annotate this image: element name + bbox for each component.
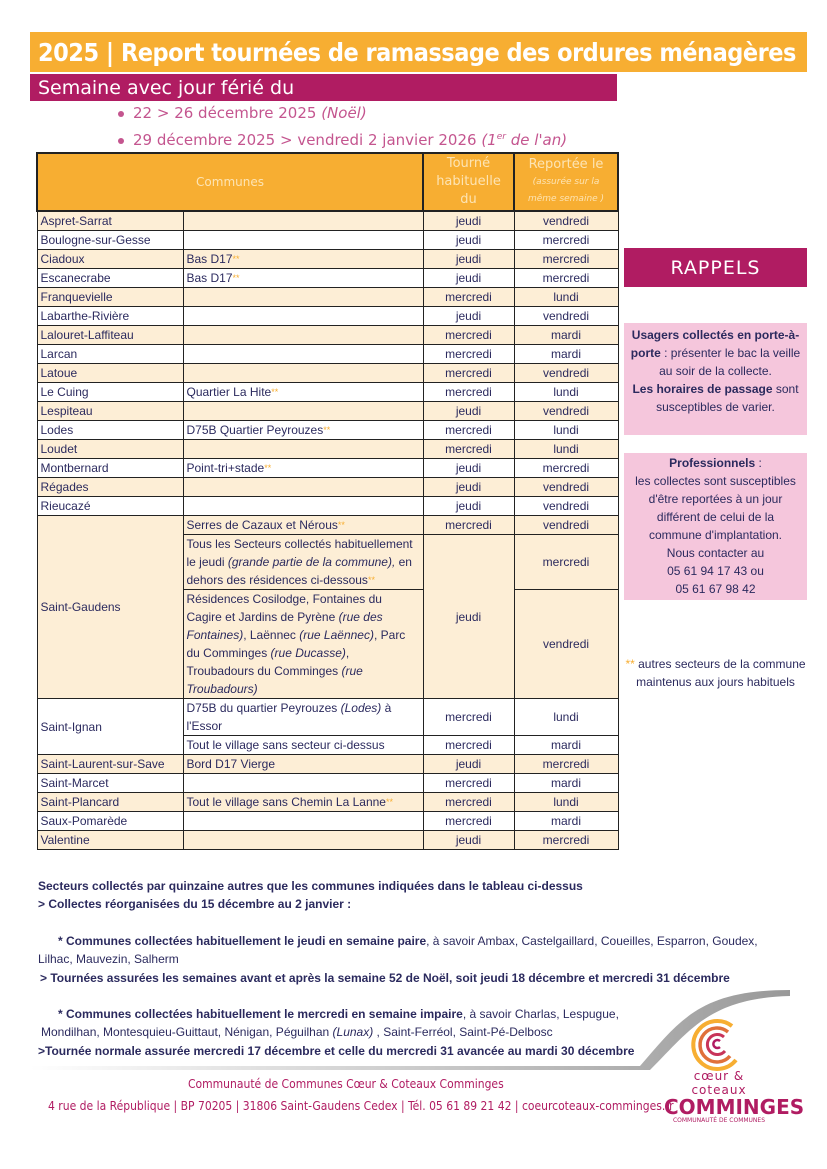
commune-cell: Saint-Plancard xyxy=(37,793,183,812)
habituelle-cell: jeudi xyxy=(423,211,514,231)
commune-cell: Lespiteau xyxy=(37,402,183,421)
secteur-cell xyxy=(183,831,423,850)
table-row xyxy=(37,497,618,516)
habituelle-cell: mercredi xyxy=(423,736,514,755)
reportee-cell: vendredi xyxy=(514,211,618,231)
bullet-icon xyxy=(118,138,124,144)
secteur-cell: Bas D17** xyxy=(183,269,423,288)
commune-cell: Valentine xyxy=(37,831,183,850)
secteur-cell xyxy=(183,402,423,421)
habituelle-cell: jeudi xyxy=(423,231,514,250)
bullet-icon xyxy=(118,111,124,117)
secteur-cell: Tout le village sans secteur ci-dessus xyxy=(183,736,423,755)
table-row xyxy=(37,326,618,345)
habituelle-cell: mercredi xyxy=(423,793,514,812)
commune-cell: Lodes xyxy=(37,421,183,440)
habituelle-cell: mercredi xyxy=(423,516,514,535)
secteur-cell xyxy=(183,231,423,250)
reportee-cell: mercredi xyxy=(514,250,618,269)
reportee-cell: vendredi xyxy=(514,516,618,535)
reportee-cell: mardi xyxy=(514,345,618,364)
commune-cell: Larcan xyxy=(37,345,183,364)
reportee-cell: mardi xyxy=(514,774,618,793)
commune-cell: Aspret-Sarrat xyxy=(37,211,183,231)
page-title: 2025 | Report tournées de ramassage des ordures ménagères xyxy=(30,32,807,72)
commune-cell: Saint-Laurent-sur-Save xyxy=(37,755,183,774)
reportee-cell: vendredi xyxy=(514,364,618,383)
reportee-cell: lundi xyxy=(514,383,618,402)
reminder-box-usagers: Usagers collectés en porte-à-porte : présenter le bac la veille au soir de la collecte. Les horaires de passage sont susceptibles de varier. xyxy=(624,323,807,435)
table-row xyxy=(37,755,618,774)
header-communes: Communes xyxy=(37,153,423,211)
habituelle-cell: mercredi xyxy=(423,364,514,383)
reportee-cell: mercredi xyxy=(514,231,618,250)
stars-note: ** autres secteurs de la commune maintenus aux jours habituels xyxy=(625,657,806,689)
reportee-cell: mercredi xyxy=(514,269,618,288)
habituelle-cell: mercredi xyxy=(423,774,514,793)
reportee-cell: mardi xyxy=(514,812,618,831)
secteur-cell xyxy=(183,812,423,831)
habituelle-cell: jeudi xyxy=(423,459,514,478)
schedule-table xyxy=(36,152,619,850)
table-header-row xyxy=(37,153,618,211)
table-row xyxy=(37,516,618,535)
secteur-cell xyxy=(183,307,423,326)
reportee-cell: lundi xyxy=(514,793,618,812)
table-row xyxy=(37,211,618,231)
habituelle-cell: jeudi xyxy=(423,307,514,326)
secteur-cell xyxy=(183,364,423,383)
reportee-cell: mercredi xyxy=(514,831,618,850)
table-row xyxy=(37,774,618,793)
secteur-cell: Serres de Cazaux et Nérous** xyxy=(183,516,423,535)
table-row xyxy=(37,250,618,269)
commune-cell: Lalouret-Laffiteau xyxy=(37,326,183,345)
habituelle-cell: jeudi xyxy=(423,831,514,850)
secteur-cell: Bord D17 Vierge xyxy=(183,755,423,774)
reportee-cell: lundi xyxy=(514,699,618,736)
habituelle-cell: mercredi xyxy=(423,440,514,459)
reportee-cell: vendredi xyxy=(514,402,618,421)
table-row xyxy=(37,812,618,831)
habituelle-cell: mercredi xyxy=(423,421,514,440)
phone-2: 05 61 67 98 42 xyxy=(675,582,756,596)
habituelle-cell: jeudi xyxy=(423,497,514,516)
commune-cell: Saint-Ignan xyxy=(37,699,183,755)
reminder-box-professionnels: Professionnels : les collectes sont susceptibles d'être reportées à un jour différent de celui de la commune d'implantation. Nous contacter au 05 61 94 17 43 ou 05 61 67 98 42 xyxy=(624,453,807,600)
footer-address: 4 rue de la République | BP 70205 | 31806 Saint-Gaudens Cedex | Tél. 05 61 89 21 42 | coeurcoteaux-comminges.fr xyxy=(48,1099,674,1113)
period-item: 29 décembre 2025 > vendredi 2 janvier 2026 (1er de l'an) xyxy=(118,131,567,149)
logo-text: cœur & coteaux COMMINGES COMMUNAUTÉ DE COMMUNES xyxy=(664,1069,805,1124)
reportee-cell: mercredi xyxy=(514,755,618,774)
table-row xyxy=(37,793,618,812)
commune-cell: Rieucazé xyxy=(37,497,183,516)
table-row xyxy=(37,345,618,364)
reportee-cell: mardi xyxy=(514,326,618,345)
commune-cell: Escanecrabe xyxy=(37,269,183,288)
commune-cell: Ciadoux xyxy=(37,250,183,269)
reportee-cell: lundi xyxy=(514,440,618,459)
commune-cell: Saint-Gaudens xyxy=(37,516,183,699)
rappels-heading: RAPPELS xyxy=(624,248,807,287)
commune-cell: Franquevielle xyxy=(37,288,183,307)
table-row xyxy=(37,440,618,459)
table-row xyxy=(37,269,618,288)
header-habituelle: Tourné habituelle du xyxy=(423,153,514,211)
commune-cell: Le Cuing xyxy=(37,383,183,402)
secteur-cell: Bas D17** xyxy=(183,250,423,269)
habituelle-cell: mercredi xyxy=(423,812,514,831)
commune-cell: Boulogne-sur-Gesse xyxy=(37,231,183,250)
phone-1: 05 61 94 17 43 ou xyxy=(667,564,764,578)
commune-cell: Labarthe-Rivière xyxy=(37,307,183,326)
table-row xyxy=(37,699,618,736)
header-reportee: Reportée le (assurée sur la même semaine ) xyxy=(514,153,618,211)
reportee-cell: vendredi xyxy=(514,590,618,699)
table-row xyxy=(37,364,618,383)
commune-cell: Latoue xyxy=(37,364,183,383)
table-row xyxy=(37,831,618,850)
habituelle-cell: mercredi xyxy=(423,345,514,364)
table-row xyxy=(37,478,618,497)
secteur-cell: D75B Quartier Peyrouzes** xyxy=(183,421,423,440)
secteur-cell xyxy=(183,478,423,497)
table-row xyxy=(37,459,618,478)
secteur-cell: Tout le village sans Chemin La Lanne** xyxy=(183,793,423,812)
period-item: 22 > 26 décembre 2025 (Noël) xyxy=(118,104,367,122)
table-row xyxy=(37,307,618,326)
habituelle-cell: jeudi xyxy=(423,402,514,421)
habituelle-cell: jeudi xyxy=(423,755,514,774)
habituelle-cell: mercredi xyxy=(423,288,514,307)
commune-cell: Saux-Pomarède xyxy=(37,812,183,831)
secteur-cell xyxy=(183,774,423,793)
secteur-cell: D75B du quartier Peyrouzes (Lodes) à l'Essor xyxy=(183,699,423,736)
habituelle-cell: jeudi xyxy=(423,250,514,269)
reportee-cell: mardi xyxy=(514,736,618,755)
secteur-cell xyxy=(183,440,423,459)
habituelle-cell: mercredi xyxy=(423,383,514,402)
secteur-cell: Tous les Secteurs collectés habituellement le jeudi (grande partie de la commune), en dehors des résidences ci-dessous** xyxy=(183,535,423,590)
secteur-cell: Résidences Cosilodge, Fontaines du Cagire et Jardins de Pyrène (rue des Fontaines), Laënnec (rue Laënnec), Parc du Comminges (rue Ducasse), Troubadours du Comminges (rue Troubadours) xyxy=(183,590,423,699)
secteur-cell: Quartier La Hite** xyxy=(183,383,423,402)
secteur-cell xyxy=(183,288,423,307)
secteur-cell xyxy=(183,497,423,516)
commune-cell: Loudet xyxy=(37,440,183,459)
secteur-cell xyxy=(183,211,423,231)
reportee-cell: mercredi xyxy=(514,535,618,590)
commune-cell: Régades xyxy=(37,478,183,497)
reportee-cell: mercredi xyxy=(514,459,618,478)
commune-cell: Saint-Marcet xyxy=(37,774,183,793)
table-row xyxy=(37,288,618,307)
reportee-cell: vendredi xyxy=(514,497,618,516)
habituelle-cell: mercredi xyxy=(423,326,514,345)
habituelle-cell: mercredi xyxy=(423,699,514,736)
habituelle-cell: jeudi xyxy=(423,535,514,699)
page-subtitle: Semaine avec jour férié du xyxy=(30,74,617,101)
commune-cell: Montbernard xyxy=(37,459,183,478)
table-row xyxy=(37,383,618,402)
secteur-cell xyxy=(183,326,423,345)
table-row xyxy=(37,402,618,421)
secteur-cell xyxy=(183,345,423,364)
footer-organization: Communauté de Communes Cœur & Coteaux Comminges xyxy=(188,1077,504,1091)
table-row xyxy=(37,421,618,440)
reportee-cell: vendredi xyxy=(514,307,618,326)
table-row xyxy=(37,231,618,250)
secteur-cell: Point-tri+stade** xyxy=(183,459,423,478)
logo-icon xyxy=(688,1016,748,1072)
reportee-cell: lundi xyxy=(514,421,618,440)
document-page: 2025 | Report tournées de ramassage des ordures ménagères Semaine avec jour férié du 22 > 26 décembre 2025 (Noël) 29 décembre 2025 > vendredi 2 janvier 2026 (1er de l'an) Communes Tourné habituelle du Reportée le (assurée sur la même semaine ) Aspret-Sarrat jeudi vendredi Boulogne-sur-Gesse jeudi mercredi Ciadoux Bas D17** jeudi mercredi Escanecrabe Bas D17** jeudi mercredi Franquevielle mercredi lundi Labarthe-Rivière jeudi vendredi Lalouret-Laffiteau mercredi mardi Larcan mercredi mardi Latoue mercredi vendredi Le Cuing Quartier La Hite** mercredi lundi Lespiteau jeudi vendredi Lodes D75B Quartier Peyrouzes** mercredi lundi Loudet mercredi lundi Montbernard Point-tri+stade** jeudi mercredi Régades jeudi vendredi Rieucazé jeudi vendredi Saint-Gaudens Serres de Cazaux et Nérous** mercredi vendredi Tous les Secteurs collectés habituellement le jeudi (grande partie de la commune), en dehors des résidences ci-dessous** jeudi mercredi Résidences Cosilodge, Fontaines du Cagire et Jardins de Pyrène (rue des Fontaines), Laënnec (rue Laënnec), Parc du Comminges (rue Ducasse), Troubadours du Comminges (rue Troubadours) vendredi Saint-Ignan D75B du quartier Peyrouzes (Lodes) à l'Essor mercredi lundi Tout le village sans secteur ci-dessus mercredi mardi Saint-Laurent-sur-Save Bord D17 Vierge jeudi mercredi Saint-Marcet mercredi mardi Saint-Plancard Tout le village sans Chemin La Lanne** mercredi lundi Saux-Pomarède mercredi mardi Valentine jeudi mercredi RAPPELS Usagers collectés en porte-à-porte : présenter le bac la veille au soir de la collecte. Les horaires de passage sont susceptibles de varier. Professionnels : les collectes sont susceptibles d'être reportées à un jour différent de celui de la commune d'implantation. Nous contacter au 05 61 94 17 43 ou 05 61 67 98 42 ** autres secteurs de la commune maintenus aux jours habituels Secteurs collectés par quinzaine autres que les communes indiquées dans le tableau ci-dessus > Collectes réorganisées du 15 décembre au 2 janvier : * Communes collectées habituellement le jeudi en semaine paire, à savoir Ambax, Castelgaillard, Coueilles, Esparron, Goudex, Lilhac, Mauvezin, Salherm > Tournées assurées les semaines avant et après la semaine 52 de Noël, soit jeudi 18 décembre et mercredi 31 décembre * Communes collectées habituellement le mercredi en semaine impaire, à savoir Charlas, Lespugue, Mondilhan, Montesquieu-Guittaut, Nénigan, Péguilhan (Lunax) , Saint-Ferréol, Saint-Pé-Delbosc >Tournée normale assurée mercredi 17 décembre et celle du mercredi 31 avancée au mardi 30 décembre Communauté de Communes Cœur & Coteaux Comminges 4 rue de la République | BP 70205 | 31806 Saint-Gaudens Cedex | Tél. 05 61 89 21 42 | coeurcoteaux-comminges.fr cœur & coteaux COMMINGES COMMUNAUTÉ DE COMMUNES xyxy=(0,0,827,1169)
habituelle-cell: jeudi xyxy=(423,478,514,497)
reportee-cell: lundi xyxy=(514,288,618,307)
reportee-cell: vendredi xyxy=(514,478,618,497)
habituelle-cell: jeudi xyxy=(423,269,514,288)
